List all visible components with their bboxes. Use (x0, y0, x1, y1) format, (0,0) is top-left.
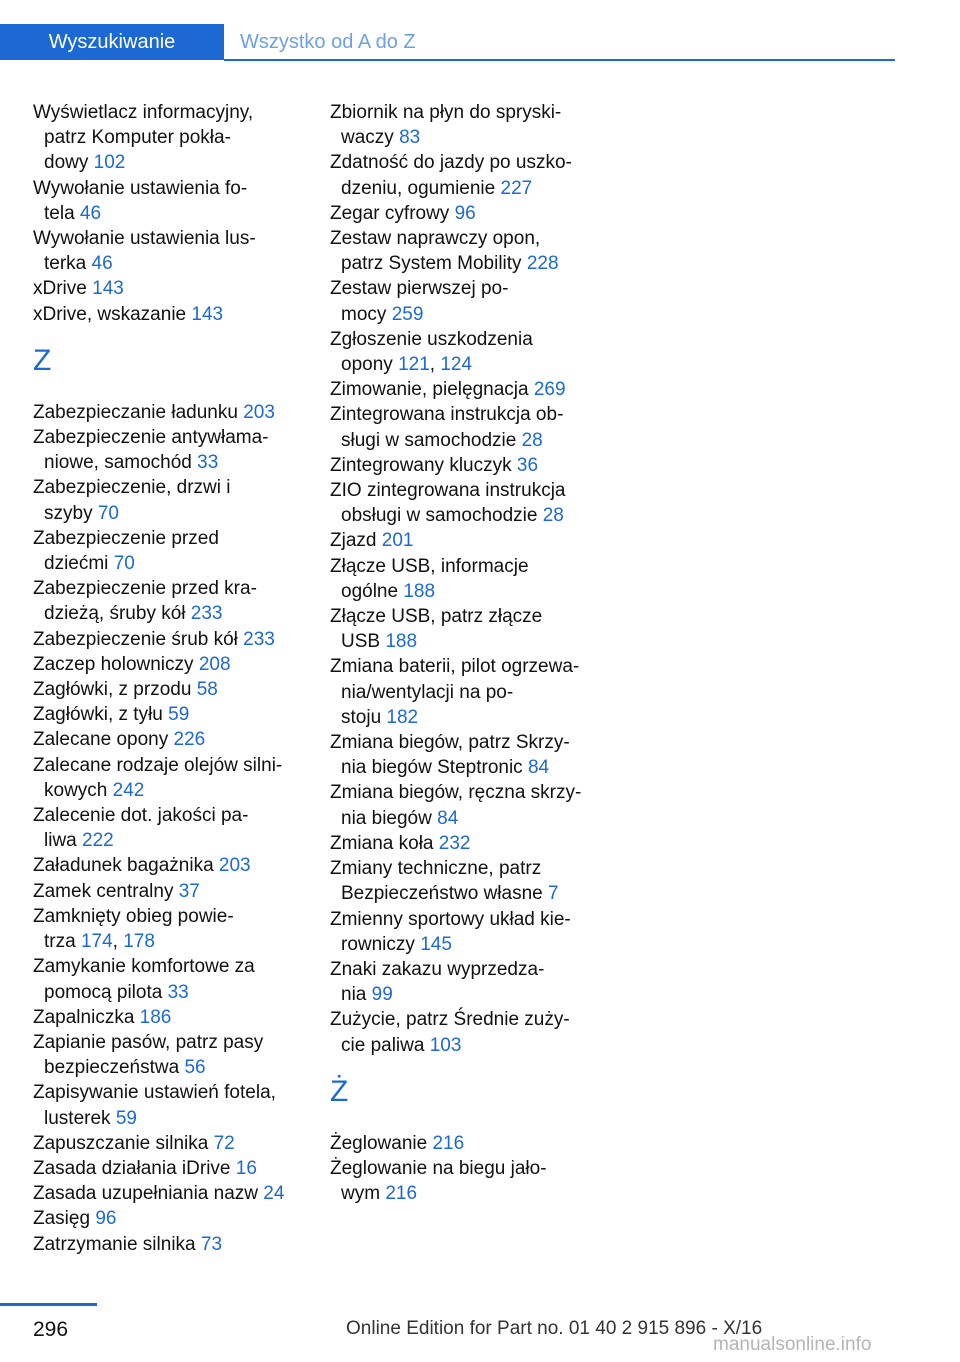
page-link[interactable]: 24 (263, 1183, 285, 1205)
page-link[interactable]: 201 (381, 530, 414, 552)
page-link[interactable]: 121 (398, 354, 430, 376)
page-link[interactable]: 103 (429, 1034, 462, 1056)
page-link[interactable]: 102 (93, 152, 126, 174)
entry-line (33, 727, 303, 752)
index-entry (33, 1005, 303, 1030)
index-entry (33, 576, 303, 626)
entry-term: Zjazd (330, 530, 377, 552)
entry-line (33, 601, 303, 626)
entry-term: Zapuszczanie silnika (33, 1132, 209, 1154)
entry-term: Zabezpieczenie przed (33, 527, 219, 549)
page-link[interactable]: 37 (178, 880, 200, 902)
index-entry (33, 475, 303, 525)
index-entry (330, 1131, 600, 1156)
index-entry (330, 100, 600, 150)
page-link[interactable]: 59 (115, 1107, 137, 1129)
page-link[interactable]: 178 (123, 931, 155, 953)
entry-term: stoju (341, 706, 382, 728)
entry-line (33, 1106, 303, 1131)
header-divider (224, 59, 895, 61)
page-link[interactable]: 232 (438, 832, 471, 854)
page-link[interactable]: 174 (80, 931, 113, 953)
entry-line (33, 475, 303, 500)
entry-term: Zamek centralny (33, 880, 174, 902)
index-entry (330, 780, 600, 830)
entry-line (33, 702, 303, 727)
page-link[interactable]: 143 (92, 278, 124, 300)
entry-line (33, 526, 303, 551)
page-link[interactable]: 28 (542, 505, 564, 527)
entry-term: Wywołanie ustawienia fo- (33, 177, 248, 199)
tab-wszystko-od-a-do-z[interactable]: Wszystko od A do Z (240, 31, 416, 53)
entry-line (330, 327, 600, 352)
entry-line (33, 1080, 303, 1105)
entry-line (330, 780, 600, 805)
index-entry (33, 526, 303, 576)
entry-line (330, 856, 600, 881)
entry-term: Zapianie pasów, patrz pasy (33, 1031, 264, 1053)
entry-line (330, 1033, 600, 1058)
entry-line (33, 753, 303, 778)
entry-line (330, 201, 600, 226)
entry-list (33, 400, 303, 1257)
page-link[interactable]: 99 (371, 984, 393, 1006)
page-number: 296 (33, 1318, 69, 1341)
entry-term: Zmienny sportowy układ kie- (330, 908, 571, 930)
entry-term: sługi w samochodzie (341, 429, 517, 451)
footer-rule (0, 1303, 97, 1306)
page-link[interactable]: 186 (139, 1006, 172, 1028)
page-link[interactable]: 96 (454, 202, 476, 224)
index-entry (330, 327, 600, 377)
entry-line (33, 1055, 303, 1080)
index-column-left (33, 100, 303, 1257)
index-entry (330, 730, 600, 780)
entry-term: Zabezpieczenie śrub kół (33, 628, 238, 650)
page-link[interactable]: 59 (168, 704, 190, 726)
entry-line (330, 654, 600, 679)
entry-term: Zbiornik na płyn do spryski- (330, 102, 562, 123)
page-link[interactable]: 182 (386, 706, 419, 728)
entry-line (33, 1156, 303, 1181)
entry-line (330, 755, 600, 780)
index-entry (33, 753, 303, 803)
index-entry (33, 276, 303, 301)
page-link[interactable]: 72 (213, 1132, 235, 1154)
entry-term: Żeglowanie na biegu jało- (330, 1157, 547, 1179)
index-entry (33, 1232, 303, 1257)
entry-line: opony 121, 124 (341, 354, 473, 376)
entry-term: patrz Komputer pokła- (44, 127, 231, 149)
header (0, 24, 895, 62)
index-entry (33, 425, 303, 475)
entry-term: niowe, samochód (44, 452, 192, 474)
index-entry (330, 402, 600, 452)
page-link[interactable]: 33 (167, 981, 189, 1003)
entry-line (330, 251, 600, 276)
index-entry (33, 1030, 303, 1080)
entry-term: nia (341, 984, 367, 1006)
entry-term: USB (341, 631, 381, 653)
index-entry (33, 226, 303, 276)
entry-line (33, 828, 303, 853)
tab-wyszukiwanie[interactable]: Wyszukiwanie (0, 24, 224, 60)
entry-term: dzieżą, śruby kół (44, 603, 186, 625)
entry-line (33, 150, 303, 175)
entry-line (330, 629, 600, 654)
entry-line (330, 100, 600, 125)
index-entry (33, 400, 303, 425)
entry-term: Zestaw naprawczy opon, (330, 228, 541, 250)
entry-line (33, 201, 303, 226)
entry-term: Znaki zakazu wyprzedza- (330, 958, 545, 980)
entry-term: Zagłówki, z tyłu (33, 704, 163, 726)
entry-line (330, 554, 600, 579)
entry-line (330, 1007, 600, 1032)
page-link[interactable]: 259 (391, 303, 424, 325)
page-link[interactable]: 216 (385, 1183, 418, 1205)
entry-term: xDrive, wskazanie (33, 303, 187, 325)
entry-line (33, 803, 303, 828)
index-entry (33, 302, 303, 327)
entry-term: Bezpieczeństwo własne (341, 883, 543, 905)
index-entry (33, 1181, 303, 1206)
page-link[interactable]: 96 (95, 1208, 117, 1230)
index-entry (33, 1131, 303, 1156)
entry-line (33, 627, 303, 652)
index-entry (330, 1156, 600, 1206)
entry-list (330, 1131, 600, 1207)
entry-term: Wyświetlacz informacyjny, (33, 102, 254, 123)
entry-term: Zmiana biegów, ręczna skrzy- (330, 782, 582, 804)
entry-term: xDrive (33, 278, 87, 300)
entry-line (33, 1232, 303, 1257)
entry-term: Zdatność do jazdy po uszko- (330, 152, 572, 174)
index-entry (330, 528, 600, 553)
page-link[interactable]: 222 (82, 830, 114, 852)
entry-line (330, 503, 600, 528)
entry-line (330, 680, 600, 705)
entry-term: Zimowanie, pielęgnacja (330, 379, 529, 401)
entry-term: Zasada uzupełniania nazw (33, 1183, 258, 1205)
entry-line (33, 853, 303, 878)
entry-line (33, 226, 303, 251)
entry-line (330, 125, 600, 150)
entry-line (330, 176, 600, 201)
index-entry (330, 856, 600, 906)
entry-term: ogólne (341, 580, 399, 602)
index-entry (33, 904, 303, 954)
entry-term: Wywołanie ustawienia lus- (33, 228, 256, 250)
entry-line (33, 1131, 303, 1156)
entry-term: Zintegrowany kluczyk (330, 454, 512, 476)
entry-list (33, 100, 303, 327)
index-entry (33, 879, 303, 904)
entry-term: Zintegrowana instrukcja ob- (330, 404, 564, 426)
entry-term: dowy (44, 152, 89, 174)
index-entry (330, 1007, 600, 1057)
entry-line (33, 778, 303, 803)
index-entry (330, 604, 600, 654)
entry-term: Zabezpieczanie ładunku (33, 401, 238, 423)
page-link[interactable]: 70 (97, 502, 119, 524)
entry-line (330, 831, 600, 856)
entry-term: Zaczep holowniczy (33, 653, 194, 675)
entry-line (330, 907, 600, 932)
edition-text: Online Edition for Part no. 01 40 2 915 896 - X/16 (346, 1318, 763, 1339)
entry-term: Zamknięty obieg powie- (33, 905, 234, 927)
index-entry (33, 627, 303, 652)
entry-term: obsługi w samochodzie (341, 505, 538, 527)
entry-line (330, 377, 600, 402)
entry-line (33, 302, 303, 327)
entry-line (330, 150, 600, 175)
index-entry (33, 702, 303, 727)
page-link[interactable]: 84 (437, 807, 459, 829)
page-link[interactable]: 46 (79, 202, 102, 224)
page-link[interactable]: 83 (399, 127, 421, 149)
entry-term: Zmiana biegów, patrz Skrzy- (330, 732, 570, 754)
entry-line (33, 980, 303, 1005)
entry-line (33, 501, 303, 526)
page-link[interactable]: 242 (112, 779, 145, 801)
entry-line (330, 1181, 600, 1206)
entry-term: Zestaw pierwszej po- (330, 278, 509, 300)
entry-term: ZIO zintegrowana instrukcja (330, 480, 566, 502)
page-link[interactable]: 143 (191, 303, 224, 325)
entry-line (330, 982, 600, 1007)
index-entry (33, 100, 303, 176)
entry-term: terka (44, 253, 87, 275)
entry-term: Zasięg (33, 1208, 91, 1230)
entry-term: liwa (44, 830, 77, 852)
index-entry (330, 377, 600, 402)
entry-term: nia biegów (341, 807, 432, 829)
entry-term: trza (44, 931, 76, 953)
entry-line (330, 276, 600, 301)
entry-line (33, 1030, 303, 1055)
index-entry (330, 276, 600, 326)
index-entry (330, 150, 600, 200)
index-entry (33, 652, 303, 677)
entry-line (33, 450, 303, 475)
index-entry (330, 907, 600, 957)
index-entry (330, 554, 600, 604)
entry-term: Zgłoszenie uszkodzenia (330, 328, 533, 350)
page-link[interactable]: 226 (173, 729, 206, 751)
entry-line (33, 1005, 303, 1030)
index-entry (330, 654, 600, 730)
entry-term: Zmiany techniczne, patrz (330, 858, 542, 880)
entry-line: trza 174, 178 (44, 931, 155, 953)
entry-line (33, 954, 303, 979)
entry-term: Zatrzymanie silnika (33, 1233, 196, 1255)
entry-line (330, 932, 600, 957)
entry-line (330, 1156, 600, 1181)
entry-term: cie paliwa (341, 1034, 425, 1056)
entry-term: opony (341, 354, 393, 376)
page-link[interactable]: 73 (200, 1233, 223, 1255)
page-link[interactable]: 188 (385, 631, 418, 653)
entry-line (33, 100, 303, 125)
entry-term: nia biegów Steptronic (341, 757, 523, 779)
index-entry (330, 201, 600, 226)
entry-term: Zapisywanie ustawień fotela, (33, 1082, 276, 1104)
entry-line (33, 276, 303, 301)
entry-line (33, 904, 303, 929)
index-entry (33, 727, 303, 752)
entry-line (330, 705, 600, 730)
entry-term: Zapalniczka (33, 1006, 135, 1028)
entry-term: Zalecane rodzaje olejów silni- (33, 754, 283, 776)
entry-term: Zalecenie dot. jakości pa- (33, 805, 249, 827)
entry-line (33, 425, 303, 450)
page-link[interactable]: 208 (198, 653, 231, 675)
entry-list (330, 100, 600, 1058)
entry-line (33, 652, 303, 677)
entry-line (33, 551, 303, 576)
index-entry (33, 853, 303, 878)
entry-term: Żeglowanie (330, 1132, 428, 1154)
page-link[interactable]: 233 (190, 603, 223, 625)
page-link[interactable]: 28 (521, 429, 543, 451)
entry-term: rowniczy (341, 933, 415, 955)
index-entry (330, 226, 600, 276)
entry-term: Zmiana baterii, pilot ogrzewa- (330, 656, 580, 678)
page-link[interactable]: 58 (196, 679, 218, 701)
page-link[interactable]: 188 (403, 580, 436, 602)
entry-term: Zmiana koła (330, 832, 434, 854)
entry-term: patrz System Mobility (341, 253, 522, 275)
entry-line (33, 677, 303, 702)
entry-line (33, 176, 303, 201)
page-link[interactable]: 46 (91, 253, 113, 275)
entry-term: Zabezpieczenie antywłama- (33, 427, 269, 449)
entry-term: tela (44, 202, 75, 224)
entry-term: Zabezpieczenie przed kra- (33, 578, 257, 600)
entry-line (33, 125, 303, 150)
index-entry (330, 957, 600, 1007)
entry-term: Zagłówki, z przodu (33, 679, 192, 701)
entry-term: wym (341, 1183, 381, 1205)
entry-line (330, 730, 600, 755)
entry-term: Złącze USB, informacje (330, 555, 529, 577)
entry-term: Zalecane opony (33, 729, 169, 751)
index-entry (330, 478, 600, 528)
index-entry (33, 1206, 303, 1231)
entry-term: dziećmi (44, 553, 109, 575)
entry-line (330, 806, 600, 831)
page-link[interactable]: 228 (526, 253, 559, 275)
entry-line (33, 879, 303, 904)
entry-term: dzeniu, ogumienie (341, 177, 496, 199)
entry-line (330, 604, 600, 629)
entry-line (330, 579, 600, 604)
entry-line (330, 478, 600, 503)
entry-term: waczy (341, 127, 394, 149)
entry-line (330, 453, 600, 478)
index-entry (330, 831, 600, 856)
entry-term: Zamykanie komfortowe za (33, 956, 255, 978)
entry-line (33, 400, 303, 425)
entry-line (33, 1206, 303, 1231)
page-link[interactable]: 124 (440, 354, 473, 376)
page-link[interactable]: 16 (235, 1157, 257, 1179)
entry-line (330, 428, 600, 453)
index-entry (33, 803, 303, 853)
entry-term: Zegar cyfrowy (330, 202, 450, 224)
page-link[interactable]: 33 (197, 452, 219, 474)
watermark: manualsonline.info (713, 1334, 872, 1355)
page-link[interactable]: 145 (420, 933, 452, 955)
page-link[interactable]: 7 (548, 883, 559, 905)
page-link[interactable]: 203 (218, 855, 251, 877)
page-link[interactable]: 84 (527, 757, 550, 779)
page-link[interactable]: 36 (516, 454, 539, 476)
page-link[interactable]: 70 (113, 553, 135, 575)
entry-line (330, 302, 600, 327)
entry-line (330, 226, 600, 251)
index-entry (33, 954, 303, 1004)
entry-term: bezpieczeństwa (44, 1057, 180, 1079)
page-link[interactable]: 227 (500, 177, 533, 199)
index-entry (330, 453, 600, 478)
entry-term: kowych (44, 779, 108, 801)
page-link[interactable]: 233 (243, 628, 275, 650)
index-entry (33, 176, 303, 226)
entry-line (330, 881, 600, 906)
entry-term: Złącze USB, patrz złącze (330, 606, 543, 628)
index-entry (33, 1156, 303, 1181)
index-entry (33, 677, 303, 702)
page-link[interactable]: 216 (432, 1132, 465, 1154)
entry-term: Zabezpieczenie, drzwi i (33, 477, 231, 499)
entry-line (330, 957, 600, 982)
page-link[interactable]: 203 (243, 401, 275, 423)
entry-term: Załadunek bagażnika (33, 855, 214, 877)
page-link[interactable]: 56 (184, 1057, 206, 1079)
entry-term: lusterek (44, 1107, 111, 1129)
entry-term: Zasada działania iDrive (33, 1157, 231, 1179)
section-letter: Ż (330, 1074, 349, 1108)
entry-line (33, 1181, 303, 1206)
entry-line (330, 528, 600, 553)
entry-term: nia/wentylacji na po- (341, 681, 514, 703)
index-column-right (330, 100, 600, 1206)
entry-line (330, 402, 600, 427)
entry-term: mocy (341, 303, 387, 325)
section-letter: Z (33, 343, 52, 377)
entry-line (33, 251, 303, 276)
entry-term: pomocą pilota (44, 981, 163, 1003)
entry-term: szyby (44, 502, 93, 524)
entry-line (33, 576, 303, 601)
index-entry (33, 1080, 303, 1130)
entry-term: Zużycie, patrz Średnie zuży- (330, 1009, 570, 1031)
page-link[interactable]: 269 (533, 379, 566, 401)
entry-line (330, 1131, 600, 1156)
